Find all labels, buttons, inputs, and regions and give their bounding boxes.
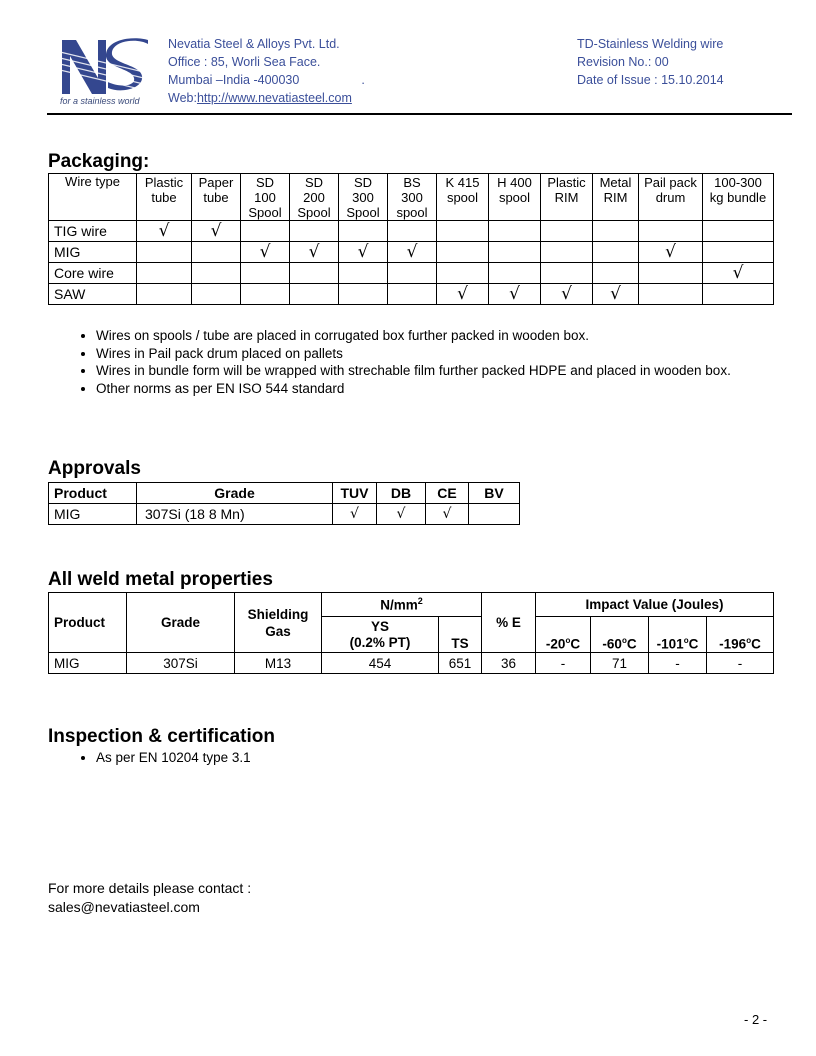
packaging-check-mark: √	[241, 242, 290, 263]
issue-date: Date of Issue : 15.10.2014	[577, 73, 724, 87]
inspection-heading: Inspection & certification	[48, 726, 275, 747]
packaging-empty-cell	[489, 263, 541, 284]
packaging-empty-cell	[593, 221, 639, 242]
company-name: Nevatia Steel & Alloys Pvt. Ltd.	[168, 37, 340, 51]
packaging-empty-cell	[437, 263, 489, 284]
packaging-check-mark: √	[639, 242, 703, 263]
document-title: TD-Stainless Welding wire	[577, 37, 724, 51]
packaging-row	[49, 221, 774, 242]
packaging-empty-cell	[241, 284, 290, 305]
contact-email[interactable]: sales@nevatiasteel.com	[48, 899, 200, 915]
approval-check-mark: √	[333, 504, 377, 525]
inspection-notes	[48, 749, 796, 767]
approval-grade: 307Si (18 8 Mn)	[137, 504, 333, 525]
packaging-table	[48, 173, 774, 305]
document-info	[577, 35, 724, 89]
packaging-empty-cell	[192, 263, 241, 284]
packaging-col-header: Paper tube	[192, 174, 241, 221]
approval-check-mark: √	[426, 504, 469, 525]
packaging-check-mark: √	[137, 221, 192, 242]
packaging-check-mark: √	[192, 221, 241, 242]
approvals-col-header: Product	[49, 483, 137, 504]
approvals-col-header: BV	[469, 483, 520, 504]
page-number: - 2 -	[744, 1012, 768, 1027]
packaging-col-header: SD 300 Spool	[339, 174, 388, 221]
weld-impact-3: -	[707, 653, 774, 674]
packaging-col-header: 100-300 kg bundle	[703, 174, 774, 221]
packaging-empty-cell	[437, 242, 489, 263]
office-address: Office : 85, Worli Sea Face.	[168, 55, 321, 69]
packaging-heading: Packaging:	[48, 151, 150, 172]
weld-properties-heading: All weld metal properties	[48, 569, 273, 590]
packaging-check-mark: √	[388, 242, 437, 263]
packaging-empty-cell	[541, 263, 593, 284]
packaging-check-mark: √	[489, 284, 541, 305]
inspection-note: • As per EN 10204 type 3.1	[96, 749, 796, 767]
packaging-wire-type: SAW	[49, 284, 137, 305]
packaging-empty-cell	[541, 221, 593, 242]
packaging-note: • Wires in bundle form will be wrapped with strechable film further packed HDPE and placed in wooden box.	[96, 362, 816, 380]
weld-ys: 454	[322, 653, 439, 674]
revision-number: Revision No.: 00	[577, 55, 669, 69]
packaging-empty-cell	[639, 284, 703, 305]
packaging-empty-cell	[290, 221, 339, 242]
packaging-row	[49, 242, 774, 263]
weld-impact-0: -	[536, 653, 591, 674]
packaging-check-mark: √	[437, 284, 489, 305]
packaging-empty-cell	[639, 263, 703, 284]
packaging-note: • Wires in Pail pack drum placed on pallets	[96, 345, 816, 363]
weld-product: MIG	[49, 653, 127, 674]
weld-col-temp: -196$^o$C	[707, 617, 774, 653]
packaging-wire-type: MIG	[49, 242, 137, 263]
packaging-col-header: H 400 spool	[489, 174, 541, 221]
packaging-empty-cell	[703, 284, 774, 305]
weld-col-temp: -20$^o$C	[536, 617, 591, 653]
packaging-check-mark: √	[593, 284, 639, 305]
packaging-empty-cell	[290, 263, 339, 284]
packaging-row	[49, 263, 774, 284]
packaging-note: • Wires on spools / tube are placed in corrugated box further packed in wooden box.	[96, 327, 816, 345]
packaging-empty-cell	[703, 242, 774, 263]
packaging-empty-cell	[241, 263, 290, 284]
packaging-col-header: BS 300 spool	[388, 174, 437, 221]
weld-col-shielding-gas: Shielding Gas	[235, 593, 322, 653]
header-divider	[47, 113, 792, 115]
packaging-empty-cell	[192, 242, 241, 263]
weld-data-row	[49, 653, 774, 674]
approvals-row	[49, 504, 520, 525]
weld-col-product: Product	[49, 593, 127, 653]
website-link[interactable]: http://www.nevatiasteel.com	[196, 91, 352, 105]
packaging-empty-cell	[241, 221, 290, 242]
approvals-col-header: DB	[377, 483, 426, 504]
approvals-heading: Approvals	[48, 458, 141, 479]
packaging-col-header: Metal RIM	[593, 174, 639, 221]
packaging-wire-type: Core wire	[49, 263, 137, 284]
packaging-empty-cell	[339, 221, 388, 242]
packaging-empty-cell	[703, 221, 774, 242]
approvals-table	[48, 482, 520, 525]
approval-product: MIG	[49, 504, 137, 525]
approval-check-mark: √	[377, 504, 426, 525]
packaging-empty-cell	[489, 221, 541, 242]
packaging-empty-cell	[437, 221, 489, 242]
packaging-check-mark: √	[703, 263, 774, 284]
approvals-col-header: CE	[426, 483, 469, 504]
packaging-empty-cell	[339, 263, 388, 284]
packaging-empty-cell	[339, 284, 388, 305]
packaging-check-mark: √	[290, 242, 339, 263]
packaging-col-header: Wire type	[49, 174, 137, 221]
weld-col-nmm2: $N/mm^2$	[322, 593, 482, 617]
web-line: Web:http://www.nevatiasteel.com	[168, 91, 352, 105]
logo-tagline: for a stainless world	[60, 96, 140, 106]
approvals-header-row	[49, 483, 520, 504]
packaging-col-header: SD 200 Spool	[290, 174, 339, 221]
weld-grade: 307Si	[127, 653, 235, 674]
weld-elongation: 36	[482, 653, 536, 674]
contact-line: For more details please contact :	[48, 880, 252, 896]
packaging-empty-cell	[192, 284, 241, 305]
company-address-block	[168, 35, 365, 107]
approval-check-cell	[469, 504, 520, 525]
packaging-col-header: K 415 spool	[437, 174, 489, 221]
packaging-col-header: Plastic RIM	[541, 174, 593, 221]
packaging-col-header: Plastic tube	[137, 174, 192, 221]
approvals-col-header: Grade	[137, 483, 333, 504]
packaging-empty-cell	[388, 263, 437, 284]
weld-col-temp: -101$^o$C	[649, 617, 707, 653]
weld-impact-1: 71	[591, 653, 649, 674]
weld-ts: 651	[439, 653, 482, 674]
weld-properties-table	[48, 592, 774, 674]
packaging-col-header: Pail pack drum	[639, 174, 703, 221]
packaging-empty-cell	[593, 242, 639, 263]
weld-col-temp: -60$^o$C	[591, 617, 649, 653]
weld-col-ys: YS (0.2% PT)	[322, 617, 439, 653]
packaging-check-mark: √	[339, 242, 388, 263]
approvals-col-header: TUV	[333, 483, 377, 504]
packaging-empty-cell	[388, 284, 437, 305]
weld-gas: M13	[235, 653, 322, 674]
weld-col-ts: TS	[439, 617, 482, 653]
packaging-empty-cell	[489, 242, 541, 263]
packaging-row	[49, 284, 774, 305]
packaging-wire-type: TIG wire	[49, 221, 137, 242]
packaging-empty-cell	[388, 221, 437, 242]
packaging-check-mark: √	[541, 284, 593, 305]
packaging-empty-cell	[593, 263, 639, 284]
packaging-empty-cell	[137, 284, 192, 305]
contact-block	[48, 879, 251, 917]
weld-col-impact: Impact Value (Joules)	[536, 593, 774, 617]
packaging-notes	[48, 327, 816, 397]
packaging-empty-cell	[290, 284, 339, 305]
packaging-note: • Other norms as per EN ISO 544 standard	[96, 380, 816, 398]
packaging-empty-cell	[639, 221, 703, 242]
packaging-empty-cell	[541, 242, 593, 263]
weld-col-grade: Grade	[127, 593, 235, 653]
packaging-empty-cell	[137, 263, 192, 284]
city-line: Mumbai –India -400030 .	[168, 73, 365, 87]
packaging-col-header: SD 100 Spool	[241, 174, 290, 221]
weld-impact-2: -	[649, 653, 707, 674]
packaging-empty-cell	[137, 242, 192, 263]
packaging-header-row	[49, 174, 774, 221]
weld-col-elongation: % E	[482, 593, 536, 653]
